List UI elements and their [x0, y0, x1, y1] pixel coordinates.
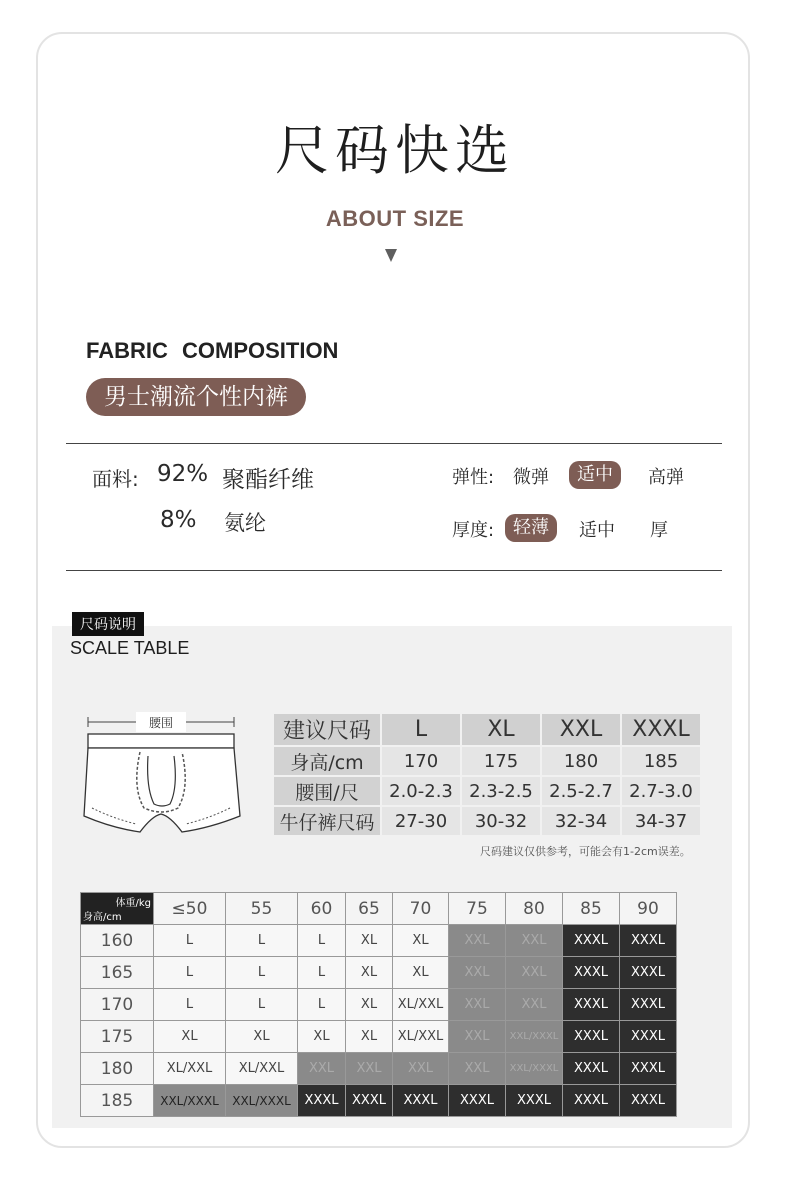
size-cell: XXL: [449, 925, 506, 957]
thickness-option-thick: 厚: [650, 520, 668, 541]
table-cell: XXXL: [622, 714, 700, 745]
size-cell: XXXL: [563, 989, 620, 1021]
page-subtitle: ABOUT SIZE: [325, 206, 465, 231]
size-cell: L: [298, 989, 346, 1021]
size-cell: XXXL: [563, 925, 620, 957]
height-header: 160: [81, 925, 154, 957]
table-cell: 身高/cm: [274, 747, 380, 775]
thickness-label: 厚度:: [452, 520, 495, 541]
size-chart-row: [274, 777, 700, 805]
scale-table-heading: SCALE TABLE: [70, 638, 190, 658]
size-cell: XXXL: [449, 1085, 506, 1117]
size-cell: L: [226, 957, 298, 989]
weight-header: 55: [226, 893, 298, 925]
table-cell: 牛仔裤尺码: [274, 807, 380, 835]
size-cell: XXXL: [346, 1085, 393, 1117]
table-cell: 2.5-2.7: [542, 777, 620, 805]
size-cell: XL/XXL: [393, 1021, 449, 1053]
size-cell: XXXL: [620, 957, 677, 989]
size-cell: XXL: [449, 1053, 506, 1085]
size-cell: L: [298, 957, 346, 989]
weight-header: 70: [393, 893, 449, 925]
table-cell: XXL: [542, 714, 620, 745]
size-chart-row: [274, 714, 700, 745]
weight-header: 85: [563, 893, 620, 925]
weight-header: 65: [346, 893, 393, 925]
size-chart-row: [274, 807, 700, 835]
size-cell: L: [226, 989, 298, 1021]
size-cell: XXL: [298, 1053, 346, 1085]
table-cell: 170: [382, 747, 460, 775]
size-cell: XL/XXL: [226, 1053, 298, 1085]
size-chart-table: [272, 712, 702, 837]
size-cell: XXL: [393, 1053, 449, 1085]
size-cell: XXL: [506, 925, 563, 957]
table-cell: 2.7-3.0: [622, 777, 700, 805]
size-cell: XXL: [449, 989, 506, 1021]
size-cell: L: [154, 989, 226, 1021]
size-cell: XL: [393, 957, 449, 989]
elasticity-option-slight: 微弹: [513, 467, 549, 488]
size-cell: XXL: [506, 957, 563, 989]
size-cell: L: [226, 925, 298, 957]
size-cell: XXXL: [620, 1085, 677, 1117]
weight-header: ≤50: [154, 893, 226, 925]
table-row: [81, 1085, 677, 1117]
weight-header-row: [81, 893, 677, 925]
weight-header: 90: [620, 893, 677, 925]
size-cell: XXL: [506, 989, 563, 1021]
material-percent-1: 92%: [157, 461, 209, 487]
material-name-2: 氨纶: [224, 511, 266, 535]
weight-header: 75: [449, 893, 506, 925]
size-note: 尺码建议仅供参考，可能会有1-2cm误差。: [480, 845, 691, 858]
table-row: [81, 1021, 677, 1053]
table-cell: 腰围/尺: [274, 777, 380, 805]
divider-top: [66, 443, 722, 444]
size-cell: XXXL: [620, 925, 677, 957]
underwear-illustration: [82, 708, 252, 842]
size-cell: XL/XXL: [393, 989, 449, 1021]
table-cell: 180: [542, 747, 620, 775]
table-cell: 34-37: [622, 807, 700, 835]
table-cell: 27-30: [382, 807, 460, 835]
size-cell: XXXL: [620, 989, 677, 1021]
height-header: 180: [81, 1053, 154, 1085]
elasticity-label: 弹性:: [452, 467, 495, 488]
height-header: 170: [81, 989, 154, 1021]
size-cell: XXL: [346, 1053, 393, 1085]
height-header: 185: [81, 1085, 154, 1117]
thickness-option-thin-selected: 轻薄: [505, 514, 557, 542]
size-cell: L: [154, 925, 226, 957]
weight-header: 80: [506, 893, 563, 925]
table-cell: 2.0-2.3: [382, 777, 460, 805]
table-cell: XL: [462, 714, 540, 745]
weight-axis-label: 体重/kg: [115, 898, 151, 909]
size-cell: XL: [346, 1021, 393, 1053]
size-cell: XL: [346, 989, 393, 1021]
thickness-option-medium: 适中: [579, 520, 615, 541]
height-header: 165: [81, 957, 154, 989]
size-cell: XL: [298, 1021, 346, 1053]
material-label: 面料:: [92, 467, 139, 491]
elasticity-option-medium-selected: 适中: [569, 461, 621, 489]
table-row: [81, 957, 677, 989]
table-cell: 175: [462, 747, 540, 775]
elasticity-option-high: 高弹: [648, 467, 684, 488]
divider-bottom: [66, 570, 722, 571]
table-cell: 32-34: [542, 807, 620, 835]
size-guide-tag: 尺码说明: [72, 612, 144, 636]
table-cell: 建议尺码: [274, 714, 380, 745]
size-cell: XXXL: [563, 957, 620, 989]
height-header: 175: [81, 1021, 154, 1053]
size-cell: L: [298, 925, 346, 957]
page-title: 尺码快选: [275, 119, 515, 182]
size-cell: XXXL: [563, 1021, 620, 1053]
size-cell: XXXL: [298, 1085, 346, 1117]
size-chart-row: [274, 747, 700, 775]
size-cell: XL: [393, 925, 449, 957]
corner-cell: [81, 893, 154, 925]
height-axis-label: 身高/cm: [83, 912, 122, 923]
table-cell: L: [382, 714, 460, 745]
weight-header: 60: [298, 893, 346, 925]
size-cell: L: [154, 957, 226, 989]
table-row: [81, 925, 677, 957]
table-cell: 185: [622, 747, 700, 775]
size-cell: XXXL: [563, 1085, 620, 1117]
product-name-pill: 男士潮流个性内裤: [86, 378, 306, 416]
table-row: [81, 989, 677, 1021]
size-cell: XXL/XXXL: [506, 1053, 563, 1085]
table-row: [81, 1053, 677, 1085]
size-cell: XXL/XXXL: [226, 1085, 298, 1117]
size-cell: XXL: [449, 957, 506, 989]
size-cell: XL: [226, 1021, 298, 1053]
size-cell: XXXL: [506, 1085, 563, 1117]
material-percent-2: 8%: [160, 507, 197, 533]
size-cell: XXXL: [393, 1085, 449, 1117]
size-cell: XXXL: [620, 1021, 677, 1053]
size-cell: XL: [346, 957, 393, 989]
size-cell: XL: [154, 1021, 226, 1053]
down-arrow-icon: [385, 249, 397, 262]
waist-label: 腰围: [148, 716, 174, 730]
size-cell: XL: [346, 925, 393, 957]
size-cell: XXXL: [563, 1053, 620, 1085]
size-cell: XXL/XXXL: [154, 1085, 226, 1117]
size-cell: XXL: [449, 1021, 506, 1053]
size-cell: XXXL: [620, 1053, 677, 1085]
size-cell: XXL/XXXL: [506, 1021, 563, 1053]
material-name-1: 聚酯纤维: [222, 467, 314, 493]
size-cell: XL/XXL: [154, 1053, 226, 1085]
table-cell: 2.3-2.5: [462, 777, 540, 805]
fabric-heading: FABRIC COMPOSITION: [86, 338, 339, 363]
table-cell: 30-32: [462, 807, 540, 835]
weight-height-table: [80, 892, 677, 1117]
